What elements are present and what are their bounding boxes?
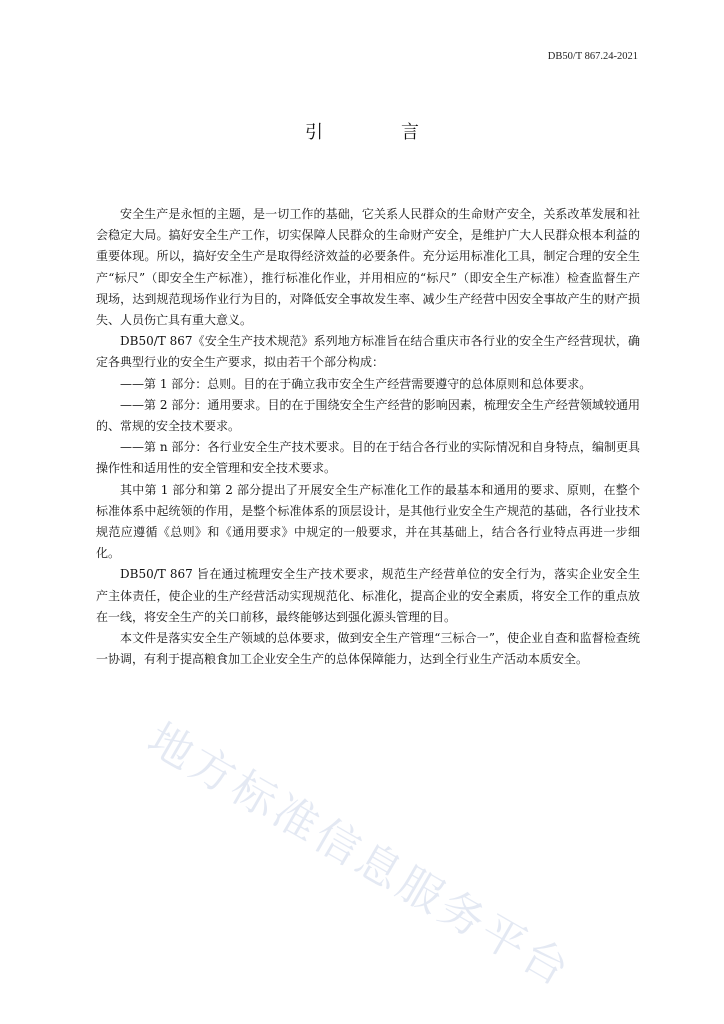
introduction-body xyxy=(96,204,640,670)
document-code: DB50/T 867.24-2021 xyxy=(547,51,638,62)
list-item: ——第 2 部分：通用要求。目的在于围绕安全生产经营的影响因素，梳理安全生产经营领域较通用的、常规的安全技术要求。 xyxy=(96,397,640,434)
paragraph: DB50/T 867 旨在通过梳理安全生产技术要求，规范生产经营单位的安全行为，落实企业安全生产主体责任，使企业的生产经营活动实现规范化、标准化，提高企业的安全素质，将安全工作的重点放在一线，将安全生产的关口前移，最终能够达到强化源头管理的目。 xyxy=(96,567,640,624)
watermark: 地方标准信息服务平台 xyxy=(139,713,581,998)
list-item: ——第 n 部分：各行业安全生产技术要求。目的在于结合各行业的实际情况和自身特点，编制更具操作性和适用性的安全管理和安全技术要求。 xyxy=(96,440,640,476)
list-item: ——第 1 部分：总则。目的在于确立我市安全生产经营需要遵守的总体原则和总体要求。 xyxy=(120,376,592,391)
page-title: 引 言 xyxy=(305,122,449,143)
paragraph: 安全生产是永恒的主题，是一切工作的基础，它关系人民群众的生命财产安全，关系改革发展和社会稳定大局。搞好安全生产工作，切实保障人民群众的生命财产安全，是维护广大人民群众根本利益的重要体现。所以，搞好安全生产是取得经济效益的必要条件。充分运用标准化工具，制定合理的安全生产“标尺”（即安全生产标准），推行标准化作业，并用相应的“标尺”（即安全生产标准）检查监督生产现场，达到规范现场作业行为目的，对降低安全事故发生率、减少生产经营中因安全事故产生的财产损失、人员伤亡具有重大意义。 xyxy=(96,207,640,328)
paragraph: DB50/T 867《安全生产技术规范》系列地方标准旨在结合重庆市各行业的安全生产经营现状，确定各典型行业的安全生产要求，拟由若干个部分构成： xyxy=(96,334,640,370)
paragraph: 其中第 1 部分和第 2 部分提出了开展安全生产标准化工作的最基本和通用的要求、原则，在整个标准体系中起统领的作用，是整个标准体系的顶层设计，是其他行业安全生产规范的基础，各行业技术规范应遵循《总则》和《通用要求》中规定的一般要求，并在其基础上，结合各行业特点再进一步细化。 xyxy=(96,482,640,561)
paragraph: 本文件是落实安全生产领域的总体要求，做到安全生产管理“三标合一”，使企业自查和监督检查统一协调，有利于提高粮食加工企业安全生产的总体保障能力，达到全行业生产活动本质安全。 xyxy=(96,631,640,667)
